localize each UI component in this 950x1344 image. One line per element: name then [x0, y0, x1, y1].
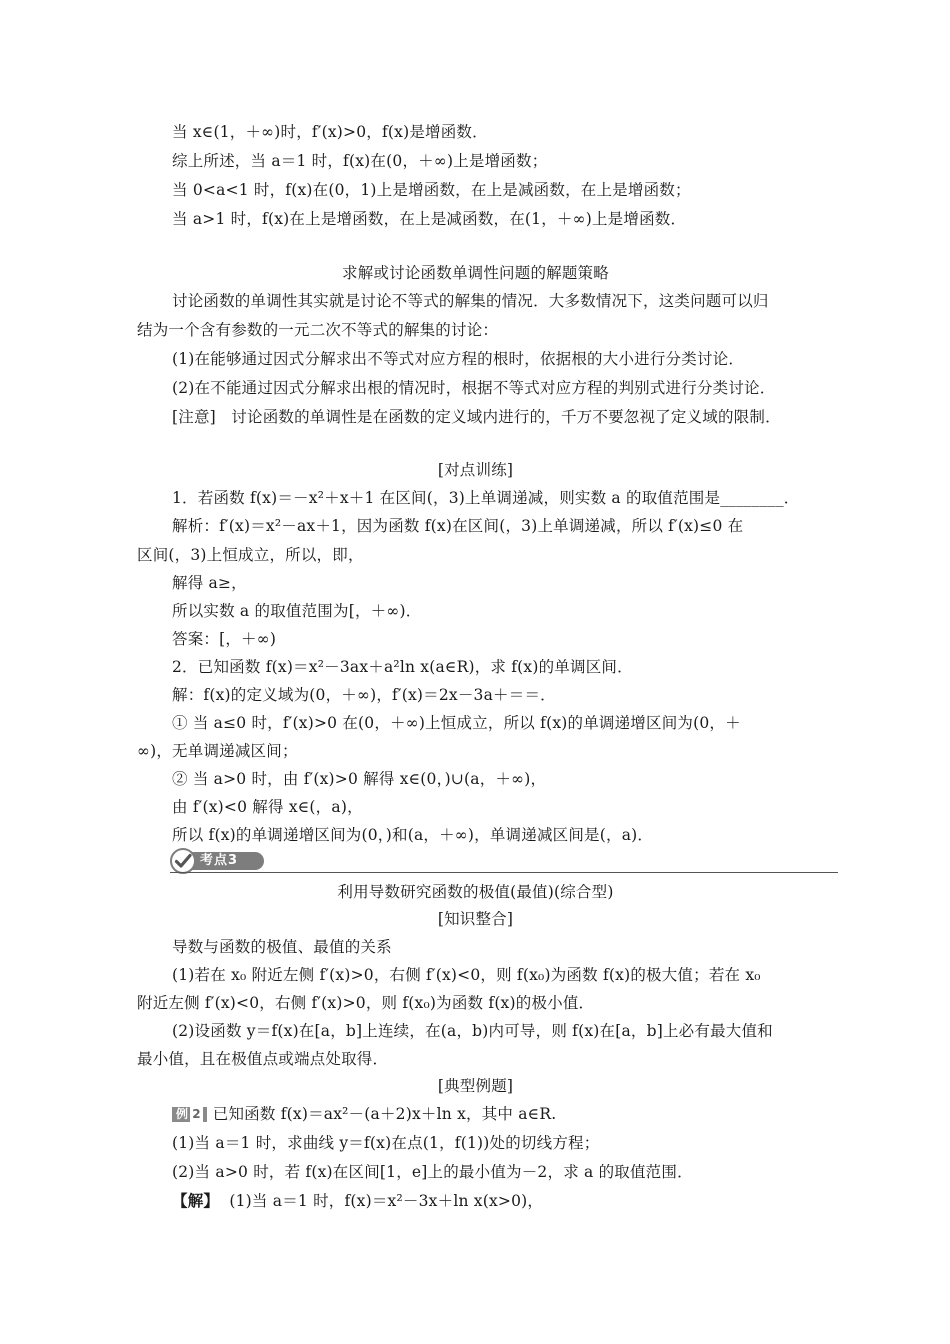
divider — [170, 872, 838, 873]
example-number: 2 — [192, 1107, 201, 1121]
solution-line: ∞)，无单调递减区间； — [137, 742, 298, 760]
example-line — [172, 1104, 556, 1124]
note-label: [注意] — [172, 408, 216, 426]
solution-line — [172, 1191, 543, 1211]
note-line — [172, 407, 781, 427]
knowledge-line: (2)设函数 y＝f(x)在[a，b]上连续，在(a，b)内可导，则 f(x)在[a，b]上必有最大值和 — [172, 1022, 773, 1040]
solution-line: ① 当 a≤0 时，f′(x)>0 在(0，＋∞)上恒成立，所以 f(x)的单调递增区间为(0，＋ — [172, 714, 741, 732]
badge-label: 考点3 — [200, 853, 239, 868]
paragraph-line: (1)在能够通过因式分解求出不等式对应方程的根时，依据根的大小进行分类讨论． — [172, 350, 745, 368]
subsection-heading: [典型例题] — [437, 1077, 514, 1095]
example-tag-label: 例 — [176, 1107, 189, 1121]
solution-line: 解得 a≥， — [172, 574, 247, 592]
example-line: (2)当 a>0 时，若 f(x)在区间[1，e]上的最小值为－2，求 a 的取值范围． — [172, 1163, 693, 1181]
text-line: 当 a>1 时，f(x)在上是增函数，在上是减函数，在(1，＋∞)上是增函数． — [172, 210, 687, 228]
example-line: (1)当 a＝1 时，求曲线 y＝f(x)在点(1，f(1))处的切线方程； — [172, 1134, 600, 1152]
knowledge-line: 附近左侧 f′(x)<0，右侧 f′(x)>0，则 f(x₀)为函数 f(x)的极小值． — [137, 994, 595, 1012]
solution-line: 区间(，3)上恒成立，所以，即， — [137, 546, 364, 564]
example-text: 已知函数 f(x)＝ax²－(a＋2)x＋ln x，其中 a∈R. — [212, 1105, 557, 1123]
solution-line: 解析：f′(x)＝x²－ax＋1，因为函数 f(x)在区间(，3)上单调递减，所以 f′(x)≤0 在 — [172, 517, 744, 535]
solution-line: 由 f′(x)<0 解得 x∈(，a)， — [172, 798, 363, 816]
paragraph-line: 讨论函数的单调性其实就是讨论不等式的解集的情况．大多数情况下，这类问题可以归 — [172, 292, 769, 310]
section-heading: 利用导数研究函数的极值(最值)(综合型) — [337, 883, 614, 901]
question-line: 1．若函数 f(x)＝－x²＋x＋1 在区间(，3)上单调递减，则实数 a 的取值范围是________． — [172, 489, 800, 507]
knowledge-line: 最小值，且在极值点或端点处取得． — [137, 1050, 389, 1068]
text-line: 当 x∈(1，＋∞)时，f′(x)>0，f(x)是增函数． — [172, 123, 488, 141]
solution-line: ② 当 a>0 时，由 f′(x)>0 解得 x∈(0，)∪(a，＋∞)， — [172, 770, 547, 788]
solution-line: 所以 f(x)的单调递增区间为(0，)和(a，＋∞)，单调递减区间是(，a)． — [172, 826, 654, 844]
section-heading: 求解或讨论函数单调性问题的解题策略 — [342, 264, 609, 282]
solution-text: (1)当 a＝1 时，f(x)＝x²－3x＋ln x(x>0)， — [229, 1192, 544, 1210]
knowledge-line: (1)若在 x₀ 附近左侧 f′(x)>0，右侧 f′(x)<0，则 f(x₀)为函数 f(x)的极大值；若在 x₀ — [172, 966, 761, 984]
question-line: 2．已知函数 f(x)＝x²－3ax＋a²ln x(a∈R)，求 f(x)的单调区间． — [172, 658, 633, 676]
subsection-heading: [知识整合] — [437, 910, 514, 928]
text-line: 当 0<a<1 时，f(x)在(0，1)上是增函数，在上是减函数，在上是增函数； — [172, 181, 691, 199]
answer-line: 答案：[，＋∞) — [172, 630, 277, 648]
paragraph-line: 结为一个含有参数的一元二次不等式的解集的讨论： — [137, 321, 499, 339]
solution-label: 【解】 — [172, 1191, 220, 1210]
topic-badge — [170, 848, 266, 874]
example-tag — [172, 1107, 207, 1122]
subsection-heading: [对点训练] — [437, 461, 514, 479]
text-line: 综上所述，当 a＝1 时，f(x)在(0，＋∞)上是增函数； — [172, 152, 548, 170]
note-text: 讨论函数的单调性是在函数的定义域内进行的，千万不要忽视了定义域的限制． — [231, 408, 781, 426]
solution-line: 解：f(x)的定义域为(0，＋∞)，f′(x)＝2x－3a＋＝＝． — [172, 686, 556, 704]
knowledge-line: 导数与函数的极值、最值的关系 — [172, 938, 392, 956]
paragraph-line: (2)在不能通过因式分解求出根的情况时，根据不等式对应方程的判别式进行分类讨论． — [172, 379, 776, 397]
solution-line: 所以实数 a 的取值范围为[，＋∞)． — [172, 602, 422, 620]
